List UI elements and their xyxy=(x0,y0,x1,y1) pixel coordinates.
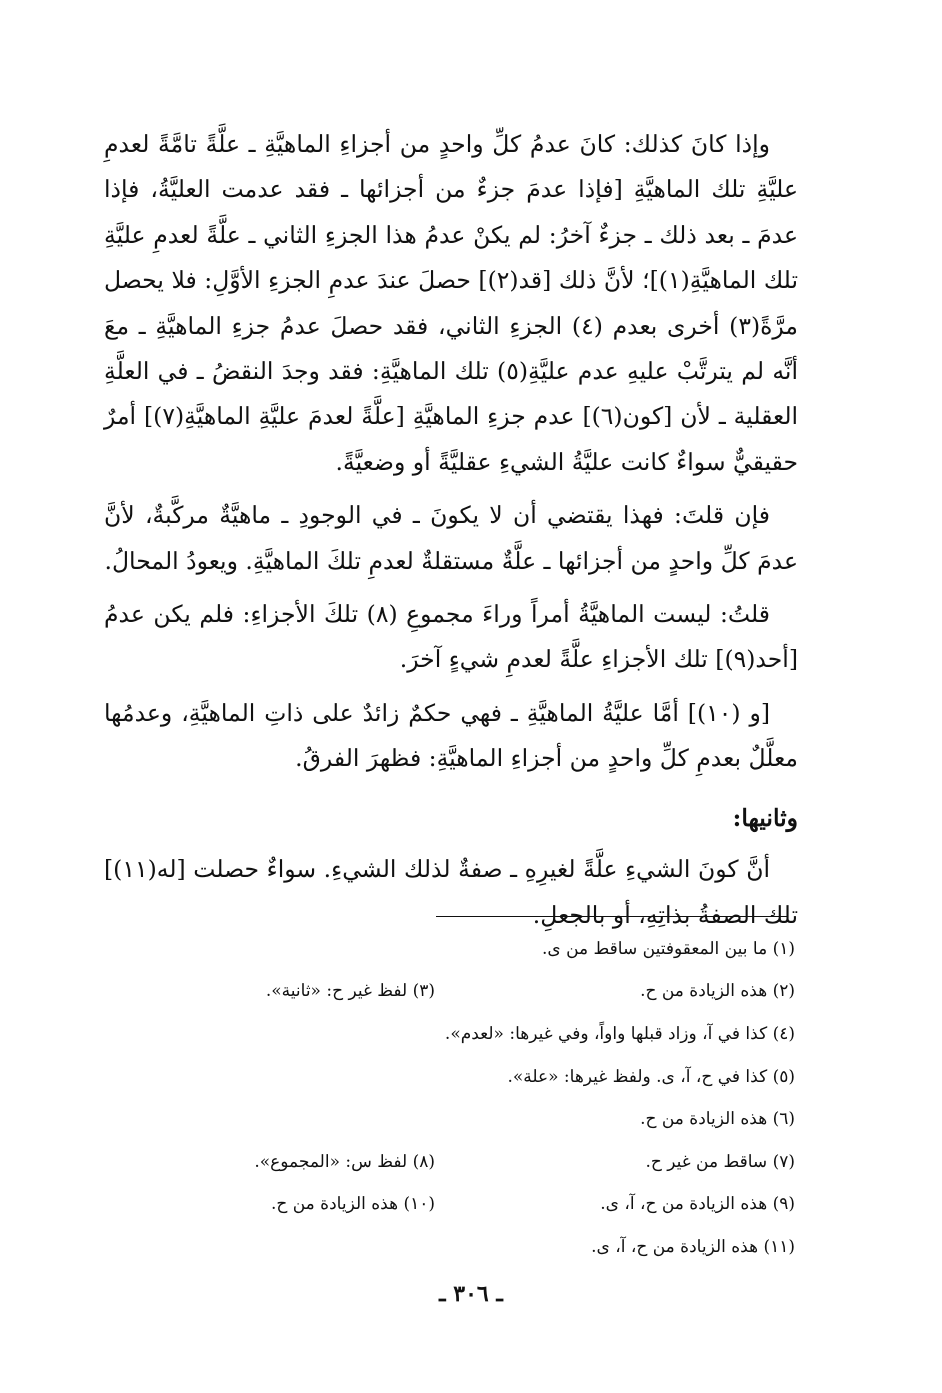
footnotes xyxy=(150,928,795,1269)
footnote-8: (٨) لفظ س: «المجموع». xyxy=(254,1151,435,1172)
footnote-line xyxy=(150,971,795,1014)
footnote-2: (٢) هذه الزيادة من ح. xyxy=(640,981,795,1002)
footnote-line xyxy=(150,1226,795,1269)
paragraph-3: قلتُ: ليست الماهيَّةُ أمراً وراءَ مجموعِ (٨) تلكَ الأجزاءِ: فلم يكن عدمُ [أحد(٩)] تلك الأجزاءِ علَّةً لعدمِ شيءٍ آخرَ. xyxy=(104,600,798,674)
footnote-line xyxy=(150,1056,795,1099)
footnote-line xyxy=(150,928,795,971)
footnote-line xyxy=(150,1013,795,1056)
footnote-3: (٣) لفظ غير ح: «ثانية». xyxy=(265,981,435,1002)
paragraph-5: أنَّ كونَ الشيءِ علَّةً لغيرِهِ ـ صفةٌ لذلك الشيءِ. سواءٌ حصلت [له(١١)] تلك الصفةُ بذاتِهِ، أو بالجعلِ. xyxy=(104,855,798,929)
footnote-6: (٦) هذه الزيادة من ح. xyxy=(640,1109,795,1130)
footnote-10: (١٠) هذه الزيادة من ح. xyxy=(270,1194,435,1215)
section-heading: وثانيها: xyxy=(732,803,798,832)
footnote-1: (١) ما بين المعقوفتين ساقط من ى. xyxy=(541,938,795,959)
footnote-9: (٩) هذه الزيادة من ح، آ، ى. xyxy=(600,1194,795,1215)
footnote-11: (١١) هذه الزيادة من ح، آ، ى. xyxy=(591,1236,795,1257)
footnote-line xyxy=(150,1141,795,1184)
footnote-5: (٥) كذا في ح، آ، ى. ولفظ غيرها: «علة». xyxy=(507,1066,795,1087)
footnote-7: (٧) ساقط من غير ح. xyxy=(645,1151,795,1172)
footnote-4: (٤) كذا في آ، وزاد قبلها واواً، وفي غيرها: «لعدم». xyxy=(444,1023,795,1044)
footnote-line xyxy=(150,1098,795,1141)
footnote-separator xyxy=(436,916,788,917)
footnote-line xyxy=(150,1184,795,1227)
paragraph-2: فإن قلتَ: فهذا يقتضي أن لا يكونَ ـ في الوجودِ ـ ماهيَّةٌ مركَّبةٌ، لأنَّ عدمَ كلِّ واحدٍ من أجزائها ـ علَّةٌ مستقلةٌ لعدمِ تلكَ الماهيَّةِ. ويعودُ المحالُ. xyxy=(104,501,798,575)
page-number: ـ ٣٠٦ ـ xyxy=(439,1281,503,1307)
main-text xyxy=(104,122,798,938)
paragraph-1: وإذا كانَ كذلك: كانَ عدمُ كلِّ واحدٍ من أجزاءِ الماهيَّةِ ـ علَّةً تامَّةً لعدمِ عليَّةِ تلك الماهيَّةِ [فإذا عدمَ جزءٌ من أجزائها ـ فقد عدمت العليَّةُ، فإذا عدمَ ـ بعد ذلك ـ جزءٌ آخرُ: لم يكنْ عدمُ هذا الجزءِ الثاني ـ علَّةً لعدمِ عليَّةِ تلك الماهيَّةِ(١)]؛ لأنَّ ذلك [قد(٢)] حصلَ عندَ عدمِ الجزءِ الأوَّلِ: فلا يحصل مرَّةً(٣) أخرى بعدم (٤) الجزءِ الثاني، فقد حصلَ عدمُ جزءِ الماهيَّةِ ـ معَ أنَّه لم يترتَّبْ عليهِ عدم عليَّةِ(٥) تلك الماهيَّةِ: فقد وجدَ النقضُ ـ في العلَّةِ العقلية ـ لأن [كون(٦)] عدم جزءِ الماهيَّةِ [علَّةً لعدمَ عليَّةِ الماهيَّةِ(٧)] أمرٌ حقيقيٌّ سواءٌ كانت عليَّةُ الشيءِ عقليَّةً أو وضعيَّةً. xyxy=(104,130,799,476)
paragraph-4: [و (١٠)] أمَّا عليَّةُ الماهيَّةِ ـ فهي حكمٌ زائدٌ على ذاتِ الماهيَّةِ، وعدمُها معلَّلٌ بعدمِ كلِّ واحدٍ من أجزاءِ الماهيَّةِ: فظهرَ الفرقُ. xyxy=(104,698,798,773)
